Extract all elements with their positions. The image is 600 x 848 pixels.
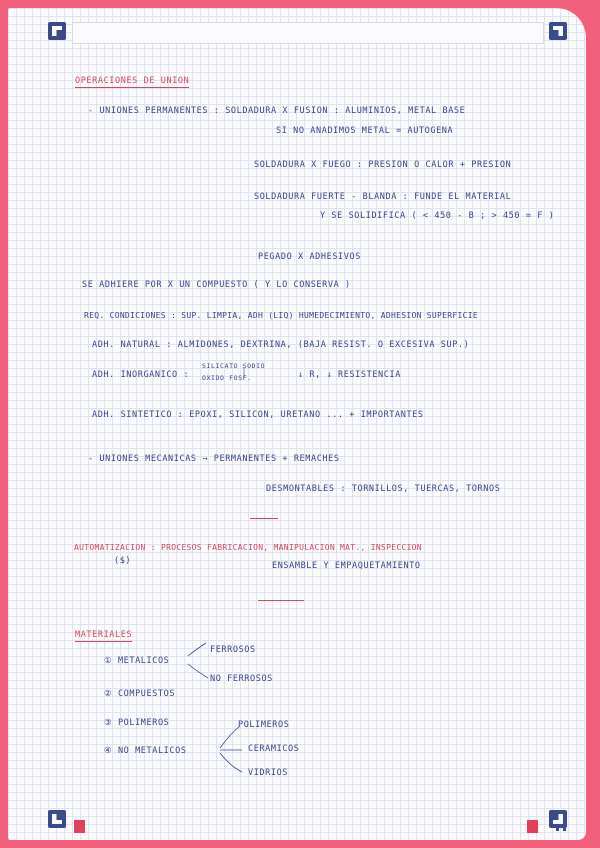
note-line: SI NO ANADIMOS METAL = AUTOGENA: [276, 126, 454, 136]
note-line: ADH. SINTETICO : EPOXI, SILICON, URETANO ... + IMPORTANTES: [92, 410, 424, 420]
note-line: SOLDADURA FUERTE - BLANDA : FUNDE EL MATERIAL: [254, 192, 512, 202]
note-line-automatizacion: [74, 542, 422, 553]
list-item: ④ NO METALICOS: [104, 746, 187, 756]
list-item: ② COMPUESTOS: [104, 689, 176, 699]
note-line: Y SE SOLIDIFICA ( < 450 - B ; > 450 = F ): [320, 211, 555, 221]
list-item: ③ POLIMEROS: [104, 718, 170, 728]
list-item: VIDRIOS: [248, 768, 289, 778]
list-item: CERAMICOS: [248, 744, 300, 754]
subheading-pegado: PEGADO X ADHESIVOS: [258, 252, 361, 262]
note-small: SILICATO SODIO: [202, 362, 266, 370]
note-line: ↓ R, ↓ RESISTENCIA: [298, 370, 401, 380]
list-item: FERROSOS: [210, 645, 256, 655]
note-line: ADH. INORGANICO :: [92, 370, 190, 380]
list-item: POLIMEROS: [238, 720, 290, 730]
note-line: ENSAMBLE Y EMPAQUETAMIENTO: [272, 561, 421, 571]
note-line: ADH. NATURAL : ALMIDONES, DEXTRINA, (BAJA RESIST. O EXCESIVA SUP.): [92, 340, 470, 350]
note-small: OXIDO FOSF.: [202, 374, 252, 382]
separator-line: [258, 600, 304, 601]
note-line: - UNIONES MECANICAS → PERMANENTES + REMACHES: [88, 454, 340, 464]
separator-line: [250, 518, 278, 519]
list-item: NO FERROSOS: [210, 674, 273, 684]
note-line: SE ADHIERE POR X UN COMPUESTO ( Y LO CONSERVA ): [82, 280, 351, 290]
heading-materiales: MATERIALES: [75, 630, 133, 640]
notebook-page: [8, 8, 586, 840]
note-line: SOLDADURA X FUEGO : PRESION O CALOR + PRESION: [254, 160, 512, 170]
note-line: - UNIONES PERMANENTES : SOLDADURA X FUSION : ALUMINIOS, METAL BASE: [88, 106, 466, 116]
list-item: ① METALICOS: [104, 656, 170, 666]
heading-operaciones-union: OPERACIONES DE UNION: [75, 76, 190, 86]
note-line: REQ. CONDICIONES : SUP. LIMPIA, ADH (LIQ) HUMEDECIMIENTO, ADHESION SUPERFICIE: [84, 311, 478, 320]
note-line: DESMONTABLES : TORNILLOS, TUERCAS, TORNOS: [266, 484, 501, 494]
term-automatizacion: AUTOMATIZACION : PROCESOS FABRICACION, MANIPULACION MAT., INSPECCION: [74, 543, 422, 552]
note-small: ($): [114, 556, 132, 566]
